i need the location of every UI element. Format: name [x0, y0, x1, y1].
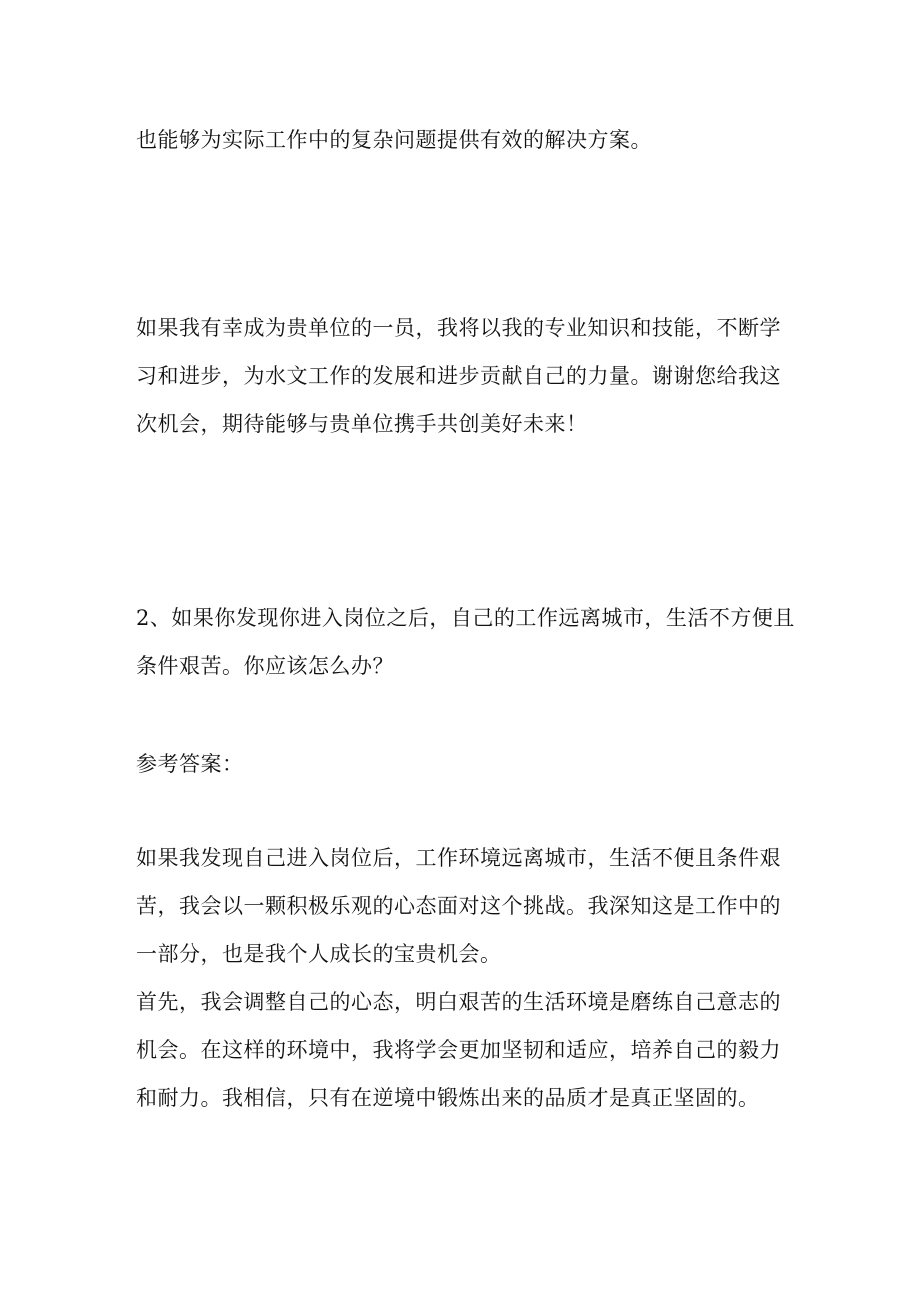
- question-2-line-2: 条件艰苦。你应该怎么办？: [136, 654, 394, 678]
- answer-p2-line-2: 机会。在这样的环境中，我将学会更加坚韧和适应，培养自己的毅力: [136, 1038, 781, 1062]
- closing-line-3: 次机会，期待能够与贵单位携手共创美好未来！: [136, 412, 588, 436]
- answer-p2-line-1: 首先，我会调整自己的心态，明白艰苦的生活环境是磨练自己意志的: [136, 990, 781, 1014]
- question-2-line-1: 2、如果你发现你进入岗位之后，自己的工作远离城市，生活不方便且: [136, 606, 795, 630]
- answer-p2-line-3: 和耐力。我相信，只有在逆境中锻炼出来的品质才是真正坚固的。: [136, 1086, 760, 1110]
- answer-p1-line-2: 苦，我会以一颗积极乐观的心态面对这个挑战。我深知这是工作中的: [136, 894, 781, 918]
- intro-tail-text: 也能够为实际工作中的复杂问题提供有效的解决方案。: [136, 128, 652, 152]
- closing-line-2: 习和进步，为水文工作的发展和进步贡献自己的力量。谢谢您给我这: [136, 364, 781, 388]
- answer-label: 参考答案：: [136, 752, 244, 776]
- answer-p1-line-3: 一部分，也是我个人成长的宝贵机会。: [136, 942, 502, 966]
- answer-p1-line-1: 如果我发现自己进入岗位后，工作环境远离城市，生活不便且条件艰: [136, 846, 781, 870]
- closing-line-1: 如果我有幸成为贵单位的一员，我将以我的专业知识和技能，不断学: [136, 316, 781, 340]
